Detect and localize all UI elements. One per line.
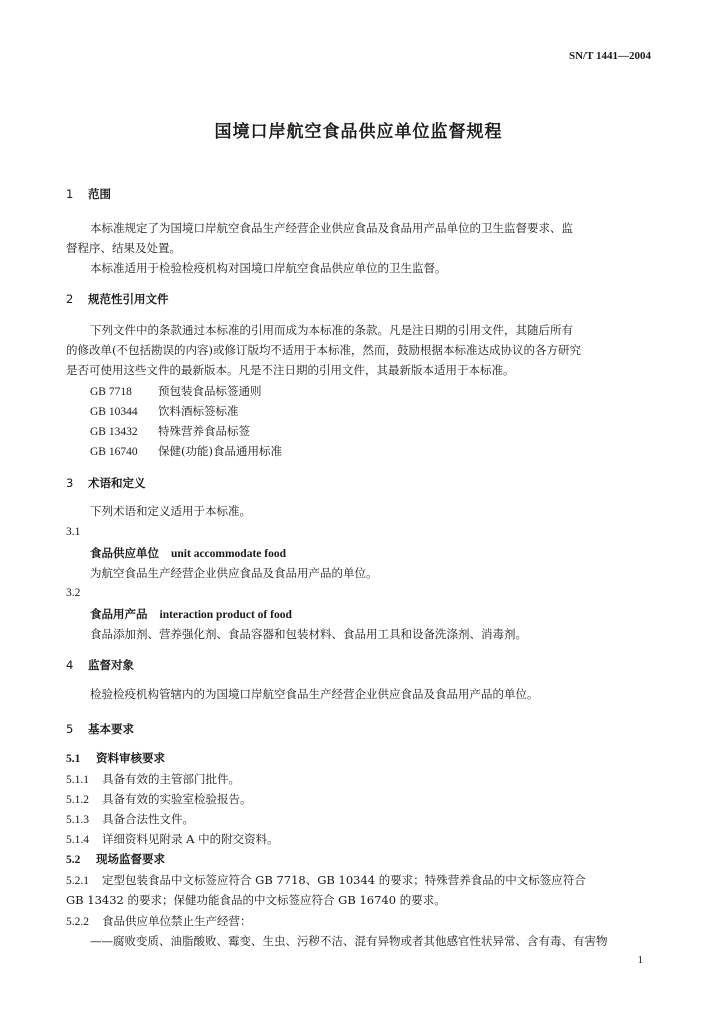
- item-number: 5.1.4: [66, 834, 89, 846]
- section-1-paragraph-2: 本标准适用于检验检疫机构对国境口岸航空食品供应单位的卫生监督。: [90, 261, 447, 275]
- section-title: 基本要求: [88, 722, 134, 736]
- item-text: 具备有效的主管部门批件。: [102, 772, 240, 786]
- item-text: 具备有效的实验室检验报告。: [102, 792, 252, 806]
- section-number: 3: [66, 476, 74, 490]
- document-code: SN/T 1441—2004: [568, 50, 651, 62]
- requirement-item: [66, 811, 194, 827]
- subsection-title: 现场监督要求: [96, 852, 165, 866]
- subsection-number: 5.2: [66, 854, 81, 866]
- section-2-paragraph-line-1: 下列文件中的条款通过本标准的引用而成为本标准的条款。凡是注日期的引用文件，其随后所有: [90, 323, 573, 337]
- subsection-5-1: [66, 750, 165, 766]
- subsection-5-2: [66, 851, 165, 867]
- section-2-paragraph-line-3: 是否可使用这些文件的最新版本。凡是不注日期的引用文件，其最新版本适用于本标准。: [66, 363, 515, 377]
- reference-title: 保健(功能)食品通用标准: [158, 444, 282, 458]
- term-1-number: 3.1: [66, 526, 81, 538]
- clause-5-2-2: [66, 913, 252, 929]
- reference-item: [90, 423, 250, 439]
- reference-item: [90, 383, 262, 399]
- term-english: interaction product of food: [159, 609, 292, 621]
- section-3-heading: [66, 475, 146, 491]
- section-number: 2: [66, 292, 74, 306]
- section-title: 监督对象: [88, 658, 134, 672]
- requirement-item: [66, 791, 252, 807]
- subsection-number: 5.1: [66, 753, 81, 765]
- subsection-title: 资料审核要求: [96, 751, 165, 765]
- section-title: 范围: [88, 187, 111, 201]
- term-1-heading: [90, 545, 286, 561]
- section-2-heading: [66, 291, 169, 307]
- term-1-definition: 为航空食品生产经营企业供应食品及食品用产品的单位。: [90, 566, 378, 580]
- term-2-heading: [90, 606, 292, 622]
- clause-text: 定型包装食品中文标签应符合 GB 7718、GB 10344 的要求；特殊营养食品的中文标签应符合: [102, 873, 586, 887]
- section-number: 4: [66, 658, 74, 672]
- reference-item: [90, 403, 239, 419]
- section-title: 规范性引用文件: [88, 292, 169, 306]
- section-4-heading: [66, 657, 134, 673]
- clause-text: 食品供应单位禁止生产经营：: [102, 914, 252, 928]
- term-2-number: 3.2: [66, 587, 81, 599]
- reference-code: GB 10344: [90, 406, 138, 418]
- reference-code: GB 7718: [90, 386, 132, 398]
- item-number: 5.1.3: [66, 814, 89, 826]
- document-title: 国境口岸航空食品供应单位监督规程: [214, 122, 503, 142]
- requirement-item: [66, 831, 279, 847]
- reference-title: 预包装食品标签通则: [158, 384, 262, 398]
- reference-item: [90, 443, 282, 459]
- section-4-paragraph: 检验检疫机构管辖内的为国境口岸航空食品生产经营企业供应食品及食品用产品的单位。: [90, 687, 539, 701]
- section-1-paragraph-1-line-1: 本标准规定了为国境口岸航空食品生产经营企业供应食品及食品用产品单位的卫生监督要求、监: [90, 221, 573, 235]
- section-number: 5: [66, 722, 74, 736]
- term-english: unit accommodate food: [171, 548, 286, 560]
- item-text: 详细资料见附录 A 中的附交资料。: [102, 832, 279, 846]
- item-text: 具备合法性文件。: [102, 812, 194, 826]
- item-number: 5.1.1: [66, 774, 89, 786]
- reference-title: 特殊营养食品标签: [158, 424, 250, 438]
- section-title: 术语和定义: [88, 476, 146, 490]
- clause-number: 5.2.2: [66, 916, 89, 928]
- term-2-definition: 食品添加剂、营养强化剂、食品容器和包装材料、食品用工具和设备洗涤剂、消毒剂。: [90, 627, 527, 641]
- section-3-intro: 下列术语和定义适用于本标准。: [90, 504, 251, 518]
- reference-code: GB 16740: [90, 446, 138, 458]
- section-2-paragraph-line-2: 的修改单(不包括勘误的内容)或修订版均不适用于本标准，然而，鼓励根据本标准达成协议的各方研究: [66, 343, 581, 357]
- reference-title: 饮料酒标签标准: [158, 404, 239, 418]
- section-number: 1: [66, 187, 74, 201]
- term-chinese: 食品用产品: [90, 607, 148, 621]
- clause-5-2-1-line-2: GB 13432 的要求；保健功能食品的中文标签应符合 GB 16740 的要求。: [66, 893, 446, 907]
- section-1-paragraph-1-line-2: 督程序、结果及处置。: [66, 241, 181, 255]
- reference-code: GB 13432: [90, 426, 138, 438]
- clause-number: 5.2.1: [66, 875, 89, 887]
- prohibited-item-line: ——腐败变质、油脂酸败、霉变、生虫、污秽不洁、混有异物或者其他感官性状异常、含有毒、有害物: [90, 934, 608, 948]
- section-5-heading: [66, 721, 134, 737]
- page-number: 1: [637, 954, 643, 966]
- item-number: 5.1.2: [66, 794, 89, 806]
- requirement-item: [66, 771, 240, 787]
- section-1-heading: [66, 186, 111, 202]
- clause-5-2-1-line-1: [66, 872, 586, 888]
- term-chinese: 食品供应单位: [90, 546, 159, 560]
